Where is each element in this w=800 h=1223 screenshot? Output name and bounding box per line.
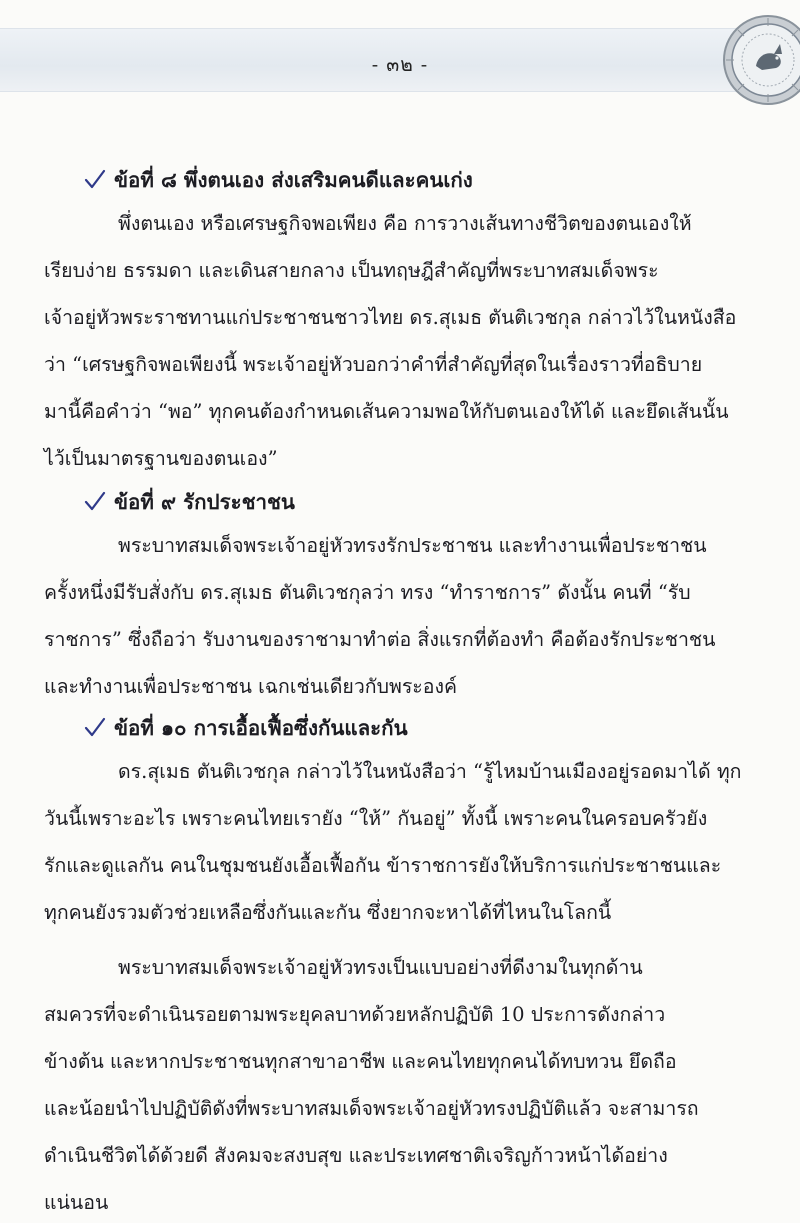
section-10-heading <box>84 708 408 748</box>
paragraph-line: ดำเนินชีวิตได้ด้วยดี สังคมจะสงบสุข และประเทศชาติเจริญก้าวหน้าได้อย่าง <box>44 1144 668 1167</box>
paragraph-line: ไว้เป็นมาตรฐานของตนเอง” <box>44 447 278 470</box>
paragraph-line: เจ้าอยู่หัวพระราชทานแก่ประชาชนชาวไทย ดร.สุเมธ ตันติเวชกุล กล่าวไว้ในหนังสือ <box>44 306 737 329</box>
paragraph-line: สมควรที่จะดำเนินรอยตามพระยุคลบาทด้วยหลักปฏิบัติ 10 ประการดังกล่าว <box>44 1003 666 1026</box>
checkmark-icon <box>84 168 106 190</box>
paragraph-line: และน้อยนำไปปฏิบัติดังที่พระบาทสมเด็จพระเจ้าอยู่หัวทรงปฏิบัติแล้ว จะสามารถ <box>44 1097 699 1120</box>
checkmark-icon <box>84 716 106 738</box>
paragraph-line: เรียบง่าย ธรรมดา และเดินสายกลาง เป็นทฤษฎีสำคัญที่พระบาทสมเด็จพระ <box>44 259 659 282</box>
paragraph-line: แน่นอน <box>44 1191 109 1214</box>
section-heading-text: ข้อที่ ๙ รักประชาชน <box>114 490 295 514</box>
checkmark-icon <box>84 490 106 512</box>
paragraph-line: ราชการ” ซึ่งถือว่า รับงานของราชามาทำต่อ สิ่งแรกที่ต้องทำ คือต้องรักประชาชน <box>44 628 716 651</box>
paragraph-line: ดร.สุเมธ ตันติเวชกุล กล่าวไว้ในหนังสือว่า “รู้ไหมบ้านเมืองอยู่รอดมาได้ ทุก <box>118 760 742 783</box>
section-9-heading <box>84 482 295 522</box>
paragraph-line: ข้างต้น และหากประชาชนทุกสาขาอาชีพ และคนไทยทุกคนได้ทบทวน ยึดถือ <box>44 1050 677 1073</box>
paragraph-line: มานี้คือคำว่า “พอ” ทุกคนต้องกำหนดเส้นความพอให้กับตนเองให้ได้ และยึดเส้นนั้น <box>44 400 729 423</box>
paragraph-line: ทุกคนยังรวมตัวช่วยเหลือซึ่งกันและกัน ซึ่งยากจะหาได้ที่ไหนในโลกนี้ <box>44 901 612 924</box>
paragraph-line: พระบาทสมเด็จพระเจ้าอยู่หัวทรงรักประชาชน และทำงานเพื่อประชาชน <box>118 534 707 557</box>
section-heading-text: ข้อที่ ๘ พึ่งตนเอง ส่งเสริมคนดีและคนเก่ง <box>114 168 473 192</box>
paragraph-line: วันนี้เพราะอะไร เพราะคนไทยเรายัง “ให้” กันอยู่” ทั้งนี้ เพราะคนในครอบครัวยัง <box>44 807 708 830</box>
paragraph-line: ครั้งหนึ่งมีรับสั่งกับ ดร.สุเมธ ตันติเวชกุลว่า ทรง “ทำราชการ” ดังนั้น คนที่ “รับ <box>44 581 691 604</box>
paragraph-line: พึ่งตนเอง หรือเศรษฐกิจพอเพียง คือ การวางเส้นทางชีวิตของตนเองให้ <box>118 212 692 235</box>
section-8-heading <box>84 160 473 200</box>
emblem-seal-icon <box>722 14 800 106</box>
section-heading-text: ข้อที่ ๑๐ การเอื้อเฟื้อซึ่งกันและกัน <box>114 716 408 740</box>
paragraph-line: และทำงานเพื่อประชาชน เฉกเช่นเดียวกับพระองค์ <box>44 675 458 698</box>
paragraph-line: พระบาทสมเด็จพระเจ้าอยู่หัวทรงเป็นแบบอย่างที่ดีงามในทุกด้าน <box>118 956 643 979</box>
paragraph-line: ว่า “เศรษฐกิจพอเพียงนี้ พระเจ้าอยู่หัวบอกว่าคำที่สำคัญที่สุดในเรื่องราวที่อธิบาย <box>44 353 703 376</box>
paragraph-line: รักและดูแลกัน คนในชุมชนยังเอื้อเฟื้อกัน ข้าราชการยังให้บริการแก่ประชาชนและ <box>44 854 722 877</box>
page-number: - ๓๒ - <box>371 54 429 76</box>
